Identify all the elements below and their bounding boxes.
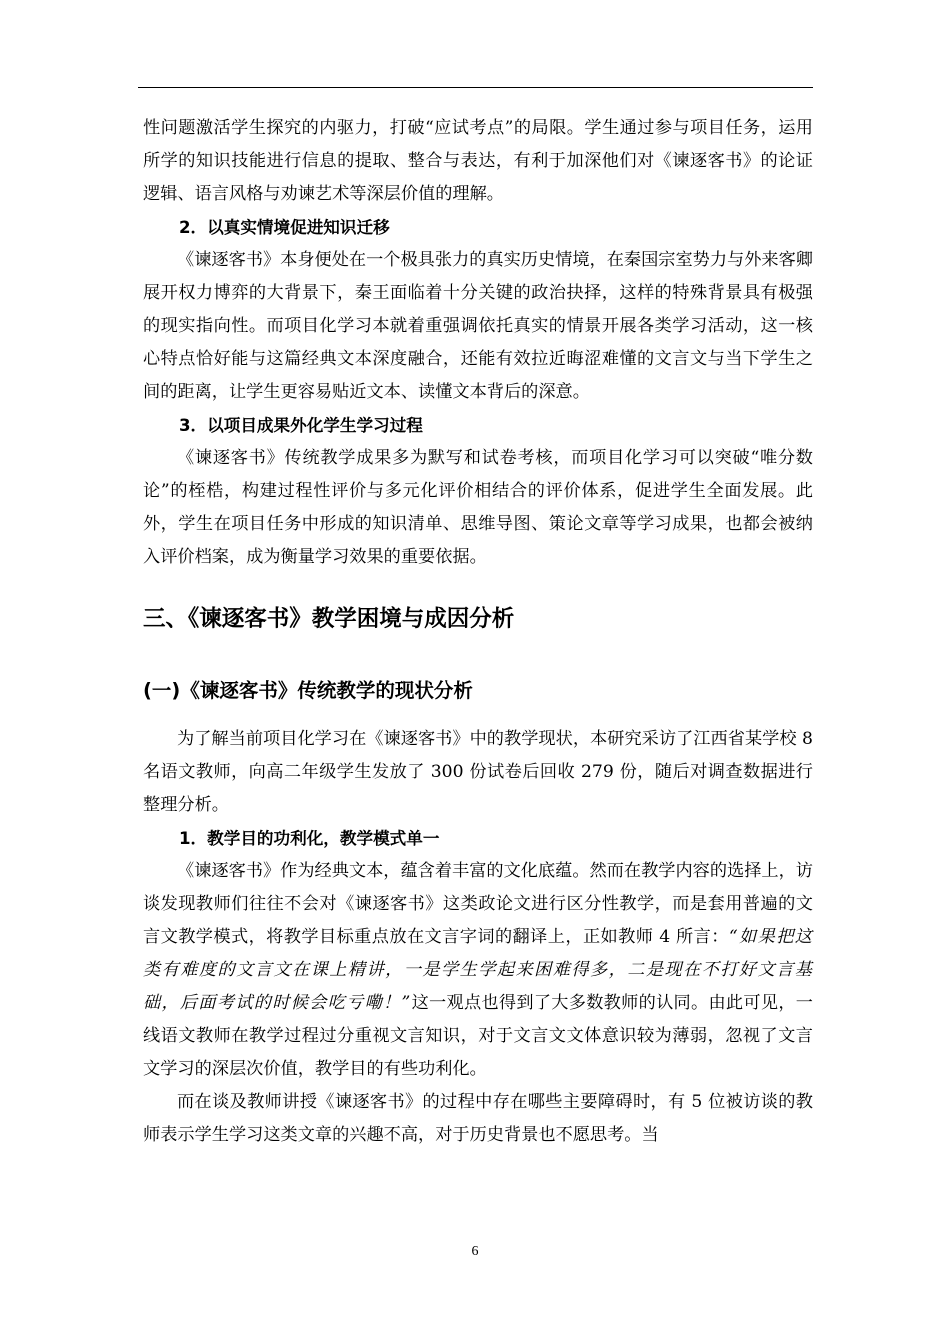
section-heading: 三、《谏逐客书》教学困境与成因分析 bbox=[143, 606, 515, 632]
subsection-heading: 2．以真实情境促进知识迁移 bbox=[179, 218, 390, 237]
paragraph: 性问题激活学生探究的内驱力，打破“应试考点”的局限。学生通过参与项目任务，运用所学的知识技能进行信息的提取、整合与表达，有利于加深他们对《谏逐客书》的论证逻辑、语言风格与劝谏艺术等深层价值的理解。 bbox=[143, 118, 813, 204]
page-content bbox=[143, 112, 813, 1152]
paragraph: 《谏逐客书》传统教学成果多为默写和试卷考核，而项目化学习可以突破“唯分数论”的桎梏，构建过程性评价与多元化评价相结合的评价体系，促进学生全面发展。此外，学生在项目任务中形成的知识清单、思维导图、策论文章等学习成果，也都会被纳入评价档案，成为衡量学习效果的重要依据。 bbox=[143, 448, 813, 567]
paragraph: 《谏逐客书》本身便处在一个极具张力的真实历史情境，在秦国宗室势力与外来客卿展开权力博弈的大背景下，秦王面临着十分关键的政治抉择，这样的特殊背景具有极强的现实指向性。而项目化学习本就着重强调依托真实的情景开展各类学习活动，这一核心特点恰好能与这篇经典文本深度融合，还能有效拉近晦涩难懂的文言文与当下学生之间的距离，让学生更容易贴近文本、读懂文本背后的深意。 bbox=[143, 250, 813, 402]
subsection-heading: 3．以项目成果外化学生学习过程 bbox=[179, 416, 423, 435]
paragraph-text: 《谏逐客书》作为经典文本，蕴含着丰富的文化底蕴。然而在教学内容的选择上，访谈发现教师们往往不会对《谏逐客书》这类政论文进行区分性教学，而是套用普遍的文言文教学模式，将教学目标重点放在文言字词的翻译上，正如教师 4 所言： bbox=[143, 861, 813, 947]
paragraph: 为了解当前项目化学习在《谏逐客书》中的教学现状，本研究采访了江西省某学校 8 名语文教师，向高二年级学生发放了 300 份试卷后回收 279 份，随后对调查数据进行整理分析。 bbox=[143, 729, 813, 815]
paragraph-text: 这一观点也得到了大多数教师的认同。由此可见，一线语文教师在教学过程过分重视文言知识，对于文言文文体意识较为薄弱，忽视了文言文学习的深层次价值，教学目的有些功利化。 bbox=[143, 993, 813, 1079]
page-number: 6 bbox=[471, 1244, 479, 1259]
header-rule bbox=[138, 87, 813, 88]
teacher-quote: “如果把这类有难度的文言文在课上精讲，一是学生学起来困难得多，二是现在不打好文言基础，后面考试的时候会吃亏嘞！” bbox=[143, 927, 813, 1013]
paragraph bbox=[143, 855, 813, 1086]
subsection-heading: 1．教学目的功利化，教学模式单一 bbox=[179, 829, 440, 848]
paragraph: 而在谈及教师讲授《谏逐客书》的过程中存在哪些主要障碍时，有 5 位被访谈的教师表示学生学习这类文章的兴趣不高，对于历史背景也不愿思考。当 bbox=[143, 1092, 813, 1145]
subsection-title: (一)《谏逐客书》传统教学的现状分析 bbox=[143, 679, 473, 702]
